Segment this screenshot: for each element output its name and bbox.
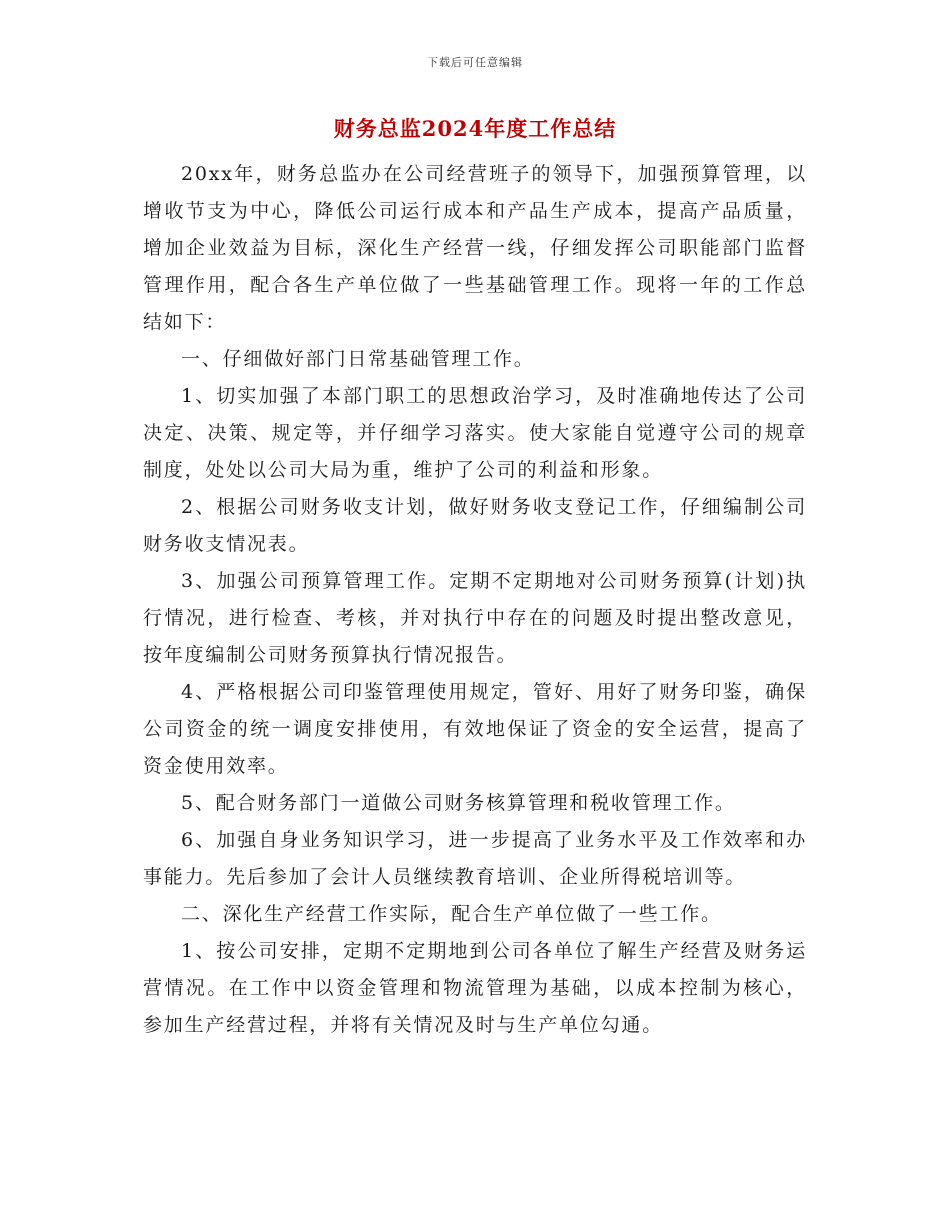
paragraph-item: 2、根据公司财务收支计划，做好财务收支登记工作，仔细编制公司财务收支情况表。 xyxy=(143,496,807,555)
paragraph-item: 3、加强公司预算管理工作。定期不定期地对公司财务预算(计划)执行情况，进行检查、考核，并对执行中存在的问题及时提出整改意见，按年度编制公司财务预算执行情况报告。 xyxy=(143,570,807,666)
paragraph-item: 6、加强自身业务知识学习，进一步提高了业务水平及工作效率和办事能力。先后参加了会计人员继续教育培训、企业所得税培训等。 xyxy=(143,829,807,888)
section-heading-1: 一、仔细做好部门日常基础管理工作。 xyxy=(181,348,535,370)
paragraph-item: 1、切实加强了本部门职工的思想政治学习，及时准确地传达了公司决定、决策、规定等，并仔细学习落实。使大家能自觉遵守公司的规章制度，处处以公司大局为重，维护了公司的利益和形象。 xyxy=(143,385,807,481)
paragraph-intro: 20xx年，财务总监办在公司经营班子的领导下，加强预算管理，以增收节支为中心，降低公司运行成本和产品生产成本，提高产品质量，增加企业效益为目标，深化生产经营一线，仔细发挥公司职能部门监督管理作用，配合各生产单位做了一些基础管理工作。现将一年的工作总结如下： xyxy=(143,163,807,333)
paragraph-item: 5、配合财务部门一道做公司财务核算管理和税收管理工作。 xyxy=(181,792,736,814)
section-heading-2: 二、深化生产经营工作实际，配合生产单位做了一些工作。 xyxy=(181,903,722,925)
page-header-note: 下载后可任意编辑 xyxy=(427,56,523,69)
document-title: 财务总监2024年度工作总结 xyxy=(333,116,617,141)
paragraph-item: 4、严格根据公司印鉴管理使用规定，管好、用好了财务印鉴，确保公司资金的统一调度安排使用，有效地保证了资金的安全运营，提高了资金使用效率。 xyxy=(143,681,807,777)
paragraph-item: 1、按公司安排，定期不定期地到公司各单位了解生产经营及财务运营情况。在工作中以资金管理和物流管理为基础，以成本控制为核心，参加生产经营过程，并将有关情况及时与生产单位勾通。 xyxy=(143,940,807,1036)
document-body xyxy=(143,156,807,1044)
